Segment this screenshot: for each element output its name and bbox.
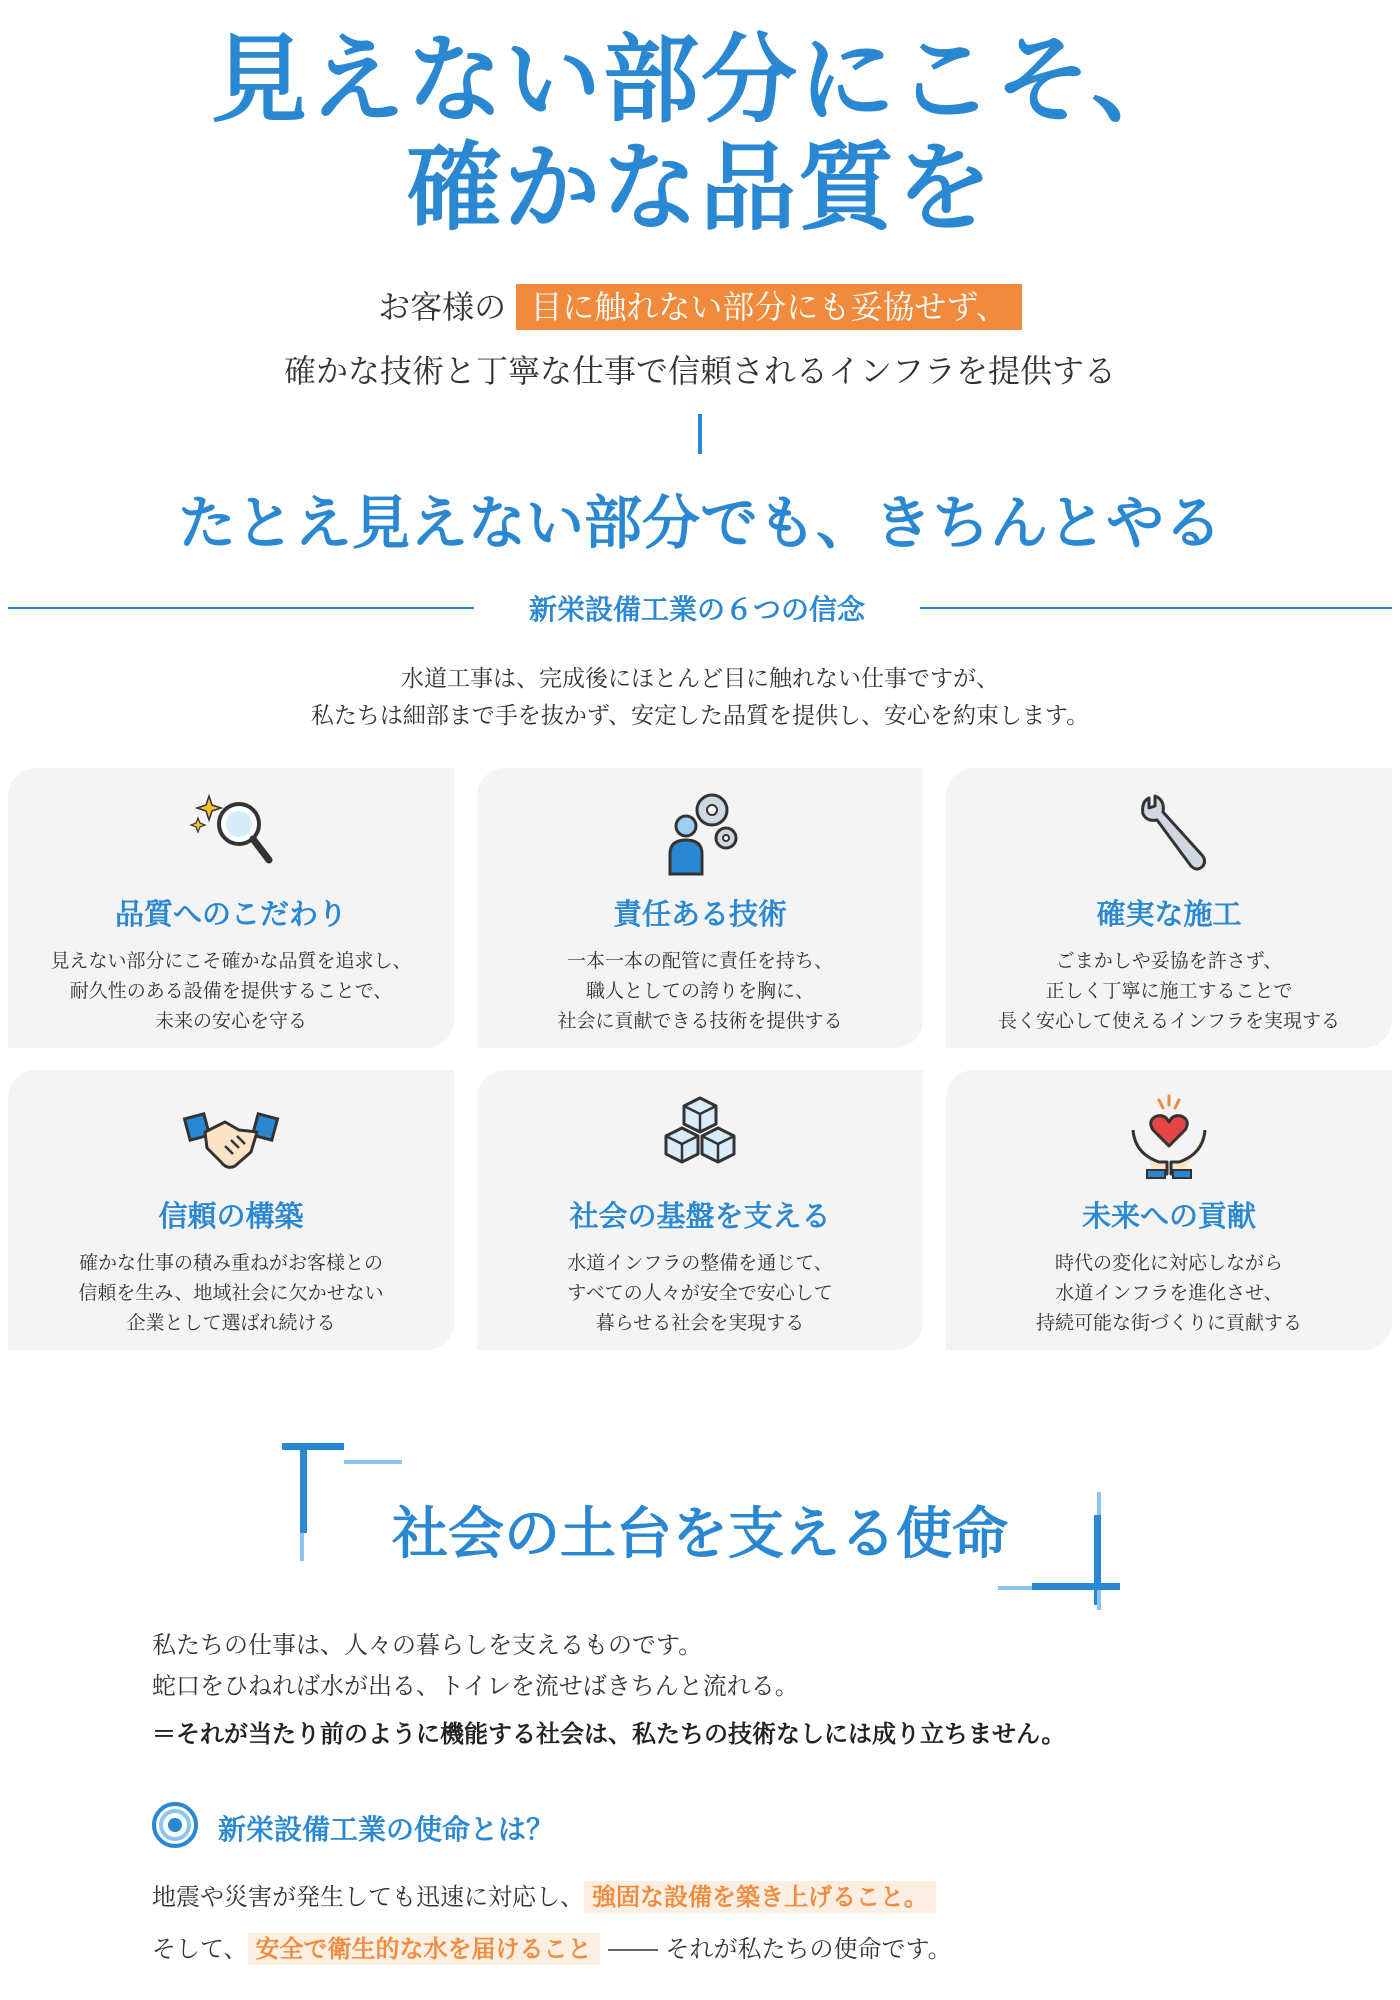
vertical-divider [698, 414, 702, 454]
card-title: 責任ある技術 [612, 897, 787, 931]
belief-card-foundation [477, 1070, 923, 1350]
card-text: 水道インフラを進化させ、 [1055, 1282, 1283, 1304]
card-text: 一本一本の配管に責任を持ち、 [566, 950, 833, 972]
card-title: 確実な施工 [1096, 897, 1242, 931]
mission-statement-line [152, 1929, 952, 1964]
belief-card-quality [8, 768, 454, 1048]
intro-line2: 確かな技術と丁寧な仕事で信頼されるインフラを提供する [283, 352, 1116, 390]
mission-title: 社会の土台を支える使命 [392, 1502, 1008, 1567]
belief-card-future [946, 1070, 1392, 1350]
card-text: 時代の変化に対応しながら [1054, 1252, 1283, 1274]
card-text: 信頼を生み、地域社会に欠かせない [78, 1282, 384, 1304]
card-text: 未来の安心を守る [154, 1010, 307, 1032]
card-text: 持続可能な街づくりに貢献する [1035, 1312, 1302, 1334]
intro-highlight: 目に触れない部分にも妥協せず、 [516, 284, 1021, 330]
statement-text: それが私たちの使命です。 [665, 1935, 952, 1963]
mission-sub-heading: 新栄設備工業の使命とは？ [218, 1813, 555, 1846]
card-text: すべての人々が安全で安心して [567, 1282, 833, 1304]
cubes-icon [650, 1090, 750, 1180]
card-text: 長く安心して使えるインフラを実現する [997, 1010, 1340, 1032]
belief-card-responsibility [477, 768, 923, 1048]
bracket-decoration [998, 1586, 1032, 1590]
magnifier-sparkle-icon [181, 788, 281, 878]
mission-statement-line [152, 1877, 936, 1912]
card-text: 職人としての誇りを胸に、 [585, 980, 814, 1002]
card-text: 耐久性のある設備を提供することで、 [69, 980, 393, 1002]
mission-body-line: 蛇口をひねれば水が出る、トイレを流せばきちんと流れる。 [152, 1672, 799, 1700]
target-circle-icon [152, 1802, 198, 1848]
hero-title-line1: 見えない部分にこそ、 [210, 24, 1190, 136]
bracket-decoration [1032, 1583, 1120, 1590]
bracket-decoration [282, 1443, 344, 1450]
belief-card-trust [8, 1070, 454, 1350]
statement-text: 地震や災害が発生しても迅速に対応し、 [152, 1883, 584, 1911]
hero-title-line2: 確かな品質を [406, 132, 994, 244]
card-title: 品質へのこだわり [114, 897, 347, 931]
card-title: 未来への貢献 [1081, 1199, 1256, 1233]
card-text: ごまかしや妥協を許さず、 [1055, 950, 1283, 972]
beliefs-lead-line: 私たちは細部まで手を抜かず、安定した品質を提供し、安心を約束します。 [310, 703, 1090, 729]
heart-hands-icon [1119, 1090, 1219, 1180]
mission-emphasis-line: ＝それが当たり前のように機能する社会は、私たちの技術なしには成り立ちません。 [152, 1720, 1066, 1748]
card-title: 社会の基盤を支える [569, 1199, 831, 1233]
card-title: 信頼の構築 [158, 1199, 304, 1233]
intro-prefix: お客様の [378, 288, 507, 326]
card-text: 暮らせる社会を実現する [595, 1312, 805, 1334]
card-text: 見えない部分にこそ確かな品質を追求し、 [50, 950, 412, 972]
handshake-icon [181, 1090, 281, 1180]
beliefs-heading: 新栄設備工業の６つの信念 [528, 593, 865, 626]
heading-rule-left [8, 607, 474, 609]
belief-card-construction [946, 768, 1392, 1048]
card-text: 社会に貢献できる技術を提供する [557, 1010, 843, 1032]
mission-body-line: 私たちの仕事は、人々の暮らしを支えるものです。 [152, 1631, 703, 1659]
statement-text: そして、 [152, 1935, 248, 1963]
worker-gears-icon [650, 788, 750, 878]
motto: たとえ見えない部分でも、きちんとやる [177, 489, 1222, 557]
bracket-decoration [344, 1460, 402, 1464]
intro-line1 [0, 282, 1400, 328]
statement-highlight: 安全で衛生的な水を届けること [248, 1933, 600, 1965]
card-text: 正しく丁寧に施工することで [1045, 980, 1293, 1002]
heading-rule-right [920, 607, 1392, 609]
card-text: 水道インフラの整備を通じて、 [567, 1252, 833, 1274]
beliefs-lead-line: 水道工事は、完成後にほとんど目に触れない仕事ですが、 [401, 666, 999, 692]
statement-highlight: 強固な設備を築き上げること。 [584, 1881, 936, 1913]
wrench-icon [1119, 788, 1219, 878]
dash-divider [608, 1949, 658, 1951]
bracket-decoration [1097, 1590, 1101, 1610]
card-text: 確かな仕事の積み重ねがお客様との [78, 1252, 383, 1274]
card-text: 企業として選ばれ続ける [126, 1312, 336, 1334]
